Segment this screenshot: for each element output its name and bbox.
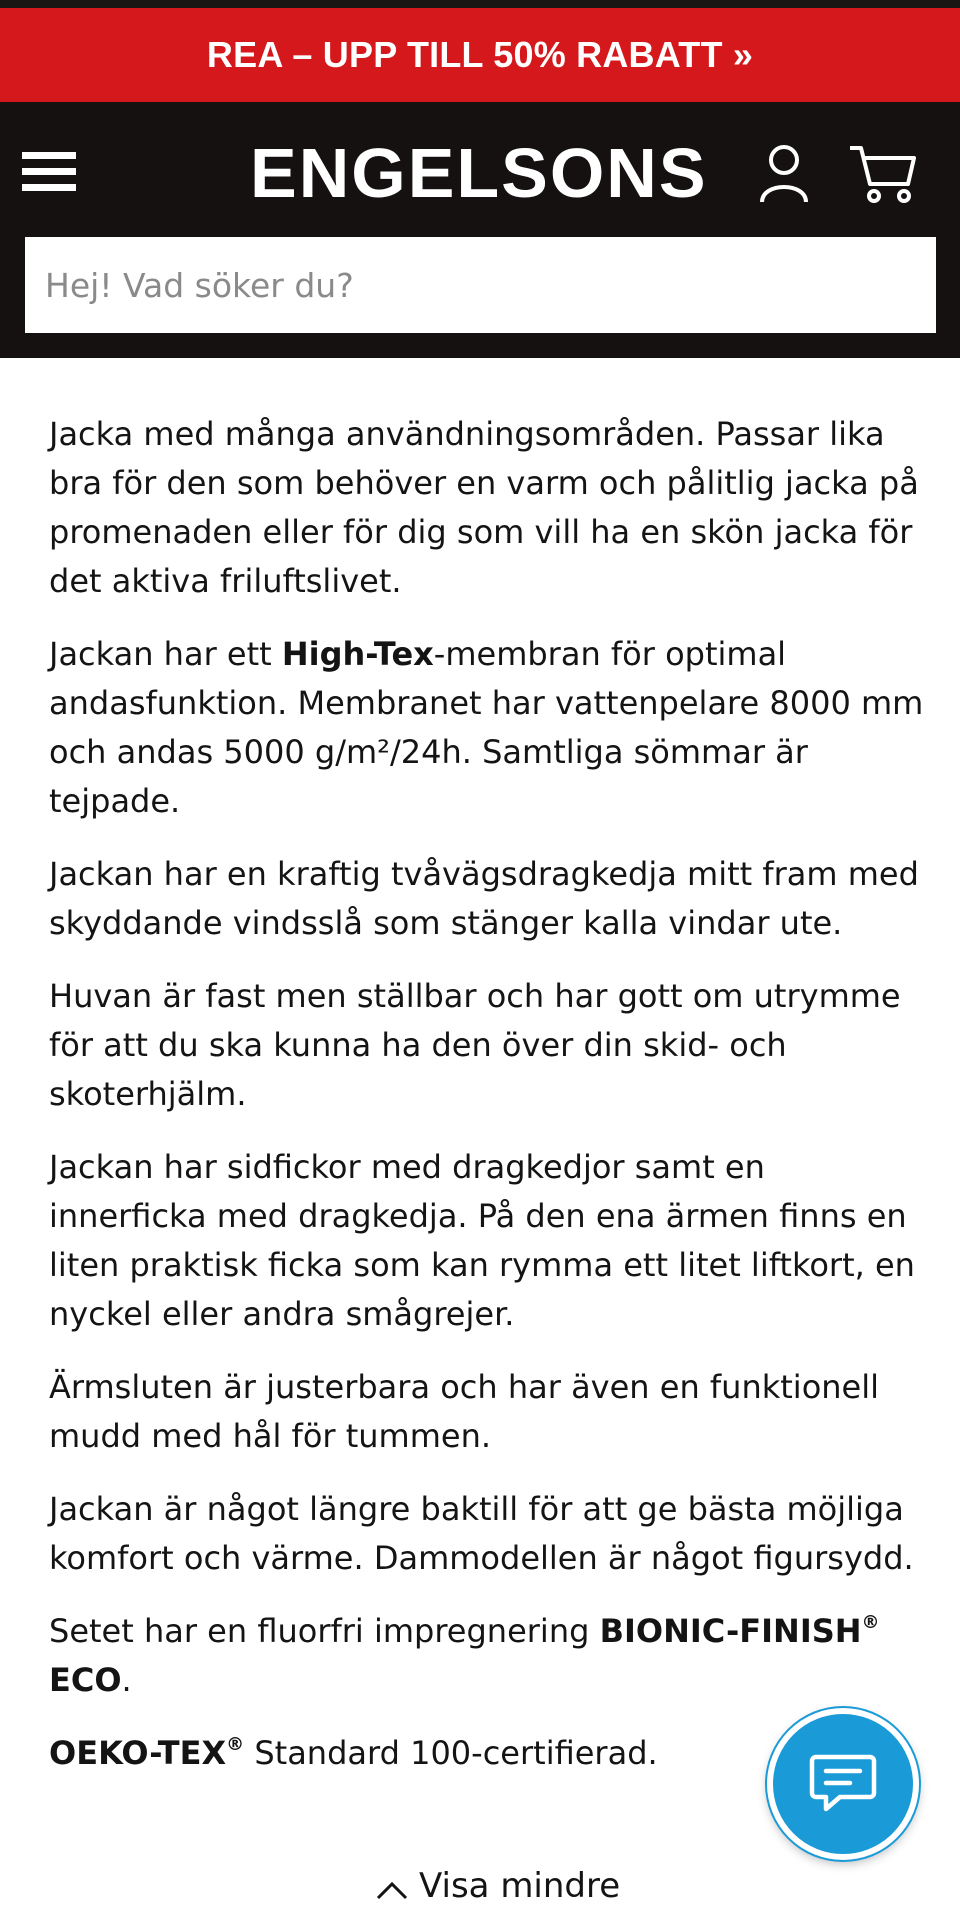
certification-name: OEKO-TEX® <box>49 1734 245 1772</box>
product-description <box>49 410 929 1802</box>
promo-label: REA – UPP TILL 50% RABATT » <box>206 34 754 75</box>
chat-bubble-icon <box>808 1751 878 1817</box>
show-less-label: Visa mindre <box>419 1866 621 1906</box>
top-edge <box>0 0 960 8</box>
description-paragraph: OEKO-TEX® Standard 100-certifierad. <box>49 1734 658 1772</box>
search-input[interactable] <box>25 237 936 333</box>
description-paragraph: Jackan har ett High-Tex-membran för optimal andasfunktion. Membranet har vattenpelare 8000 mm och andas 5000 g/m²/24h. Samtliga sömmar är tejpade. <box>49 635 924 820</box>
chevron-up-icon <box>375 1880 409 1900</box>
description-paragraph: Setet har en fluorfri impregnering BIONIC-FINISH® ECO. <box>49 1612 880 1699</box>
logo[interactable]: ENGELSONS <box>250 134 708 212</box>
hamburger-menu-icon[interactable] <box>22 146 78 196</box>
description-paragraph: Ärmsluten är justerbara och har även en funktionell mudd med hål för tummen. <box>49 1368 880 1455</box>
description-paragraph: Jackan har sidfickor med dragkedjor samt en innerficka med dragkedja. På den ena ärmen finns en liten praktisk ficka som kan rymma ett litet liftkort, en nyckel eller andra smågrejer. <box>49 1148 915 1333</box>
description-paragraph: Jacka med många användningsområden. Passar lika bra för den som behöver en varm och pålitlig jacka på promenaden eller för dig som vill ha en skön jacka för det aktiva friluftslivet. <box>49 415 919 600</box>
description-paragraph: Huvan är fast men ställbar och har gott om utrymme för att du ska kunna ha den över din skid- och skoterhjälm. <box>49 977 901 1113</box>
membrane-name: High-Tex <box>281 635 434 673</box>
description-paragraph: Jackan har en kraftig tvåvägsdragkedja mitt fram med skyddande vindsslå som stänger kalla vindar ute. <box>49 855 919 942</box>
show-less-button[interactable] <box>375 1866 620 1926</box>
promo-banner[interactable] <box>0 8 960 102</box>
chat-button[interactable] <box>767 1708 919 1860</box>
description-paragraph: Jackan är något längre baktill för att ge bästa möjliga komfort och värme. Dammodellen är något figursydd. <box>49 1490 914 1577</box>
cart-icon[interactable] <box>848 142 918 204</box>
site-header <box>0 102 960 358</box>
impregnation-name: BIONIC-FINISH® ECO <box>49 1612 880 1699</box>
user-icon[interactable] <box>756 142 812 204</box>
